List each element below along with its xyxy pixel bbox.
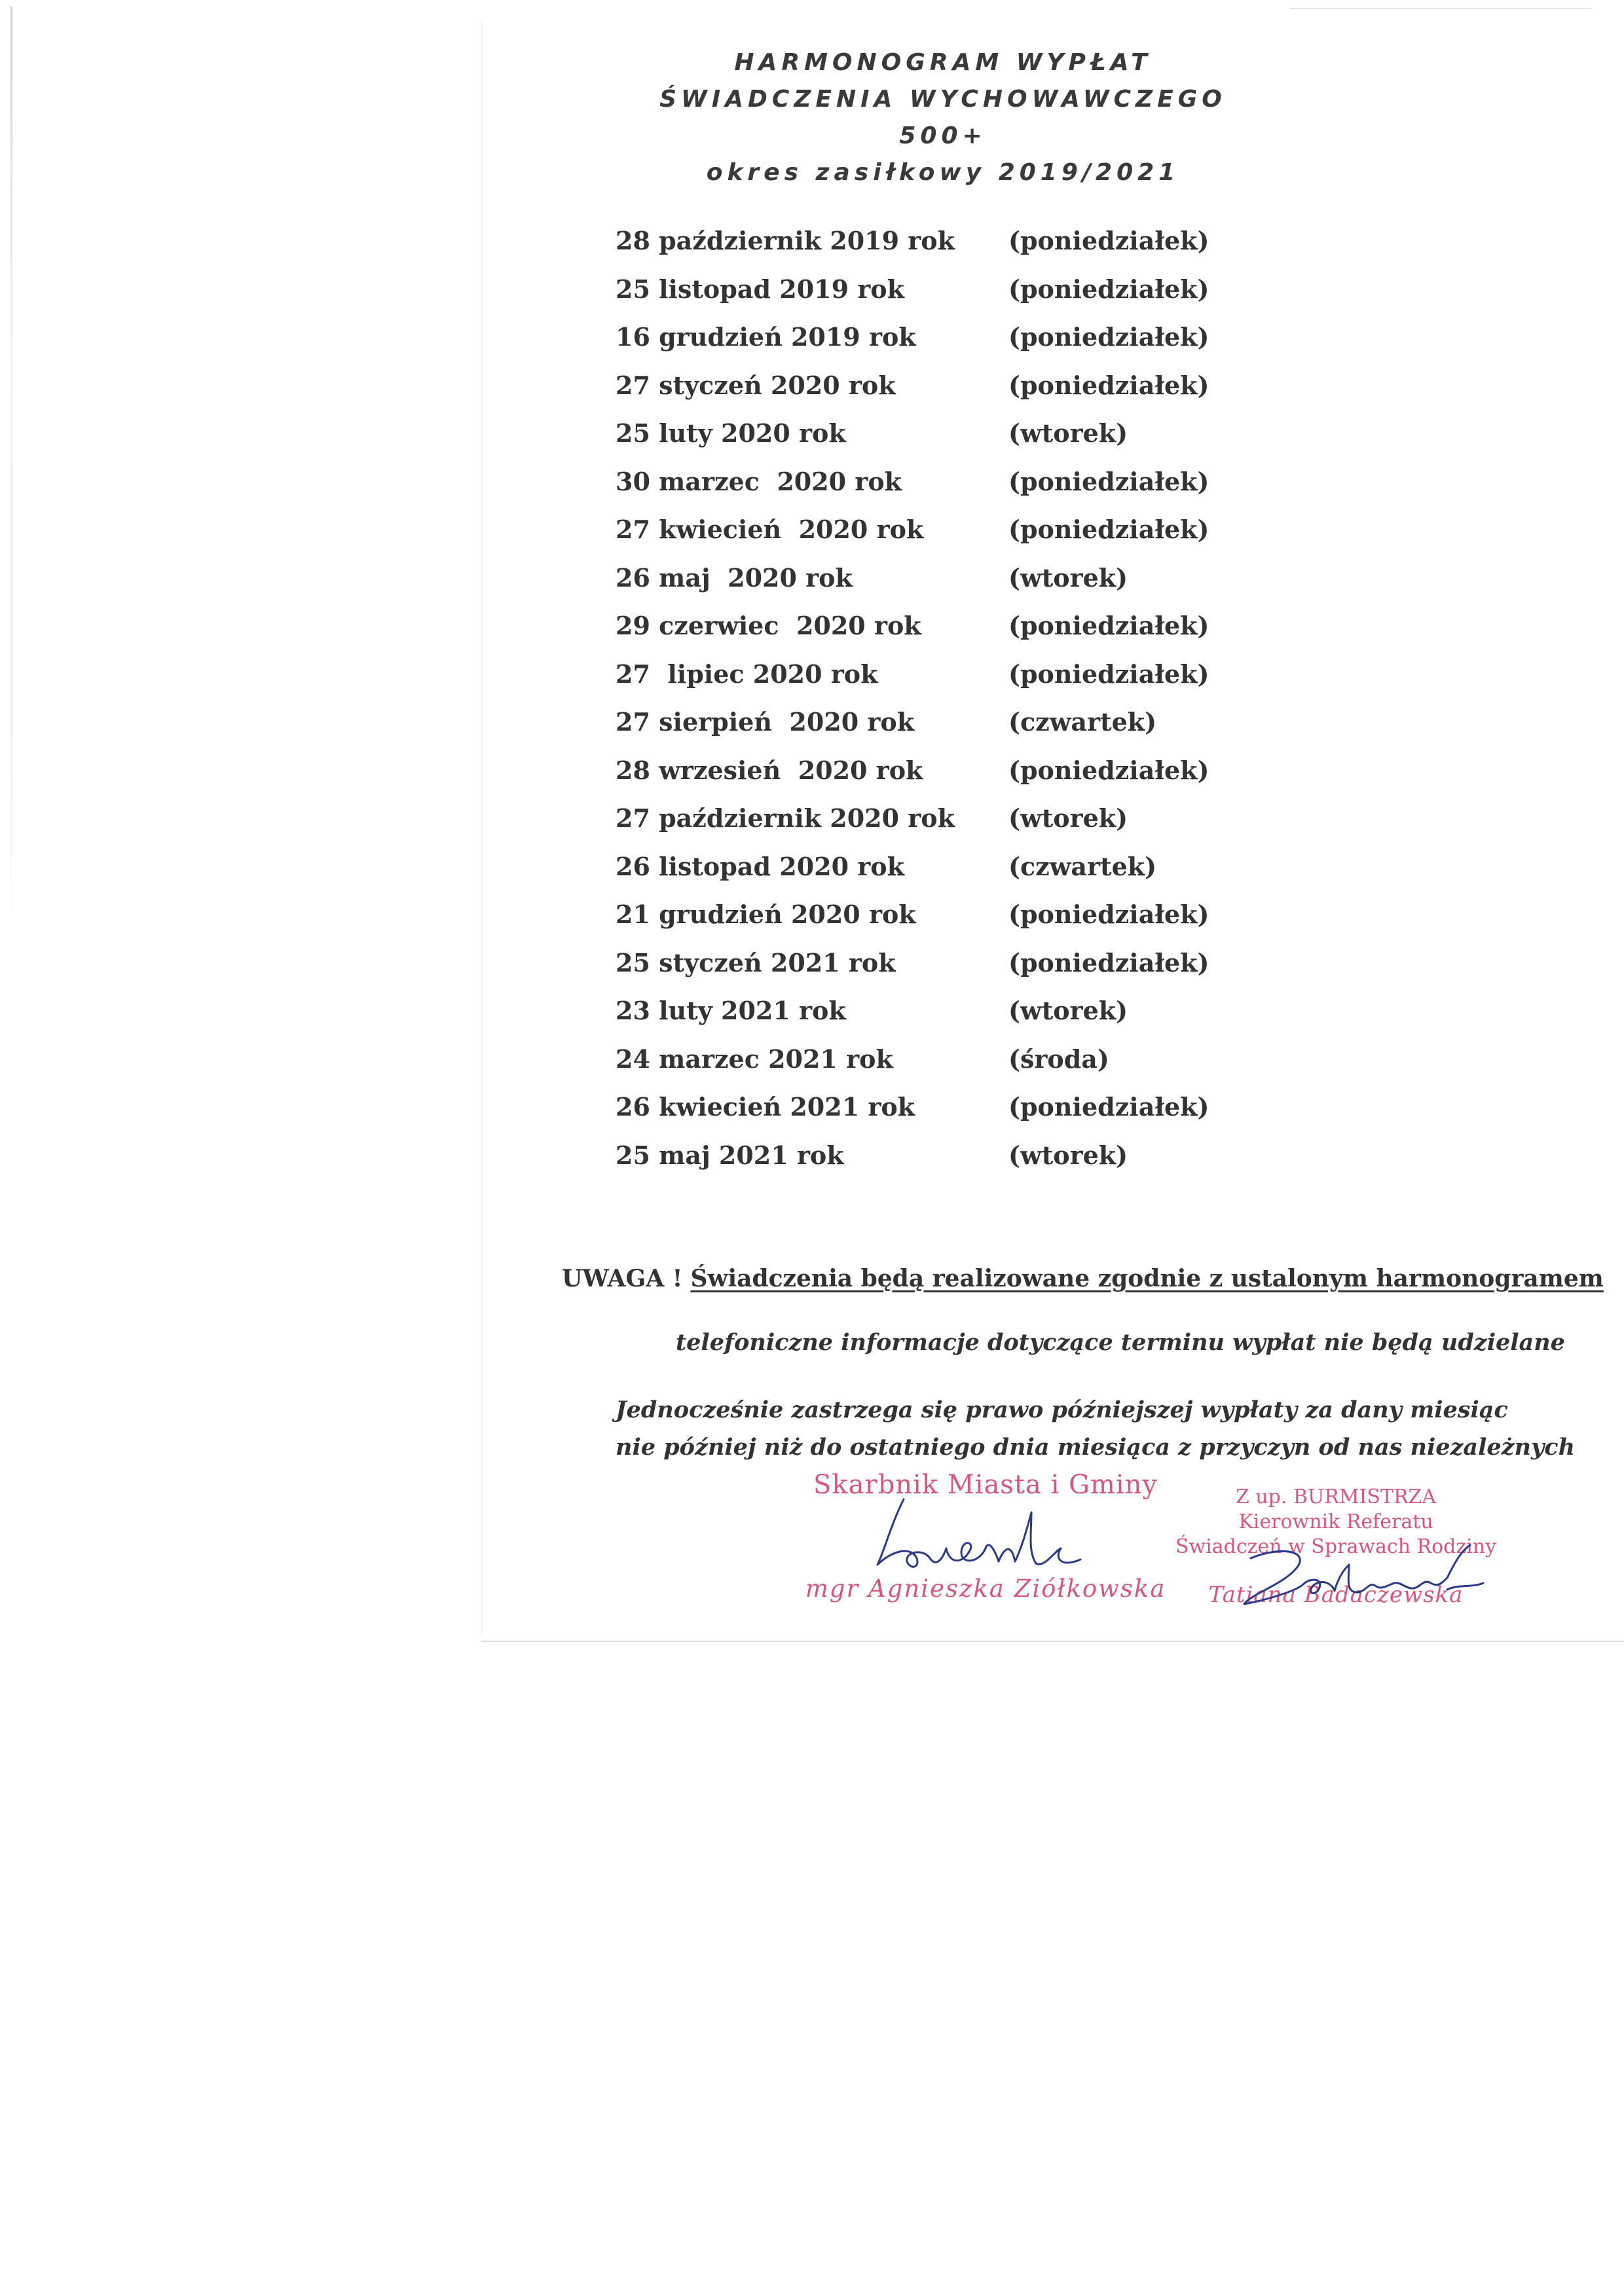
schedule-row — [616, 707, 1270, 756]
payment-weekday: (poniedziałek) — [1008, 226, 1209, 255]
title-line-2: ŚWIADCZENIA WYCHOWAWCZEGO — [659, 86, 1227, 113]
payment-weekday: (środa) — [1008, 1044, 1109, 1074]
payment-date: 16 grudzień 2019 rok — [616, 322, 916, 352]
schedule-row — [616, 756, 1270, 804]
schedule-row — [616, 226, 1270, 274]
payment-weekday: (poniedziałek) — [1008, 611, 1209, 640]
notice-text: Świadczenia będą realizowane zgodnie z ustalonym harmonogramem — [690, 1265, 1604, 1292]
payment-weekday: (poniedziałek) — [1008, 755, 1209, 785]
payment-weekday: (wtorek) — [1008, 803, 1128, 833]
reservation-line-1: Jednocześnie zastrzega się prawo późniejszej wypłaty za dany miesiąc — [616, 1396, 1508, 1423]
payment-date: 30 marzec 2020 rok — [616, 466, 902, 496]
schedule-row — [616, 515, 1270, 563]
payment-date: 25 styczeń 2021 rok — [616, 947, 896, 977]
schedule-row — [616, 563, 1270, 611]
schedule-row — [616, 322, 1270, 371]
payment-weekday: (wtorek) — [1008, 418, 1128, 448]
payment-date: 29 czerwiec 2020 rok — [616, 611, 921, 640]
schedule-row — [616, 371, 1270, 419]
title-line-1: HARMONOGRAM WYPŁAT — [734, 49, 1152, 76]
schedule-row — [616, 948, 1270, 996]
notice-label: UWAGA ! — [562, 1265, 683, 1292]
payment-weekday: (poniedziałek) — [1008, 322, 1209, 352]
payment-weekday: (czwartek) — [1008, 851, 1157, 881]
treasurer-stamp-name: mgr Agnieszka Ziółkowska — [805, 1575, 1166, 1603]
payment-weekday: (wtorek) — [1008, 562, 1128, 592]
schedule-row — [616, 467, 1270, 515]
schedule-row — [616, 418, 1270, 467]
department-stamp-name: Tatiana Badaczewska — [1208, 1582, 1464, 1608]
treasurer-stamp-title: Skarbnik Miasta i Gminy — [813, 1470, 1158, 1500]
treasurer-signature — [864, 1486, 1100, 1578]
schedule-row — [616, 1044, 1270, 1093]
payment-weekday: (poniedziałek) — [1008, 900, 1209, 929]
payment-date: 21 grudzień 2020 rok — [616, 900, 916, 929]
schedule-row — [616, 900, 1270, 948]
notice — [562, 1265, 1604, 1292]
schedule-row — [616, 611, 1270, 659]
payment-weekday: (czwartek) — [1008, 707, 1157, 737]
payment-date: 25 listopad 2019 rok — [616, 274, 904, 304]
department-stamp-line-1: Z up. BURMISTRZA — [1235, 1485, 1437, 1508]
schedule-row — [616, 852, 1270, 900]
payment-date: 24 marzec 2021 rok — [616, 1044, 893, 1074]
schedule-row — [616, 1140, 1270, 1189]
payment-weekday: (poniedziałek) — [1008, 274, 1209, 304]
payment-date: 26 maj 2020 rok — [616, 562, 853, 592]
payment-date: 23 luty 2021 rok — [616, 996, 846, 1025]
document-title — [485, 45, 1401, 191]
schedule-row — [616, 659, 1270, 708]
payment-date: 27 sierpień 2020 rok — [616, 707, 915, 737]
payment-date: 25 luty 2020 rok — [616, 418, 846, 448]
schedule-row — [616, 1092, 1270, 1140]
payment-weekday: (poniedziałek) — [1008, 659, 1209, 689]
phone-info-notice: telefoniczne informacje dotyczące terminu wypłat nie będą udzielane — [676, 1329, 1565, 1356]
payment-weekday: (poniedziałek) — [1008, 466, 1209, 496]
payment-date: 27 kwiecień 2020 rok — [616, 515, 924, 544]
payment-weekday: (poniedziałek) — [1008, 370, 1209, 400]
payment-date: 25 maj 2021 rok — [616, 1140, 844, 1170]
payment-weekday: (poniedziałek) — [1008, 1092, 1209, 1121]
schedule-row — [616, 996, 1270, 1044]
scan-edge-page — [481, 20, 483, 1637]
payment-date: 27 październik 2020 rok — [616, 803, 955, 833]
title-line-3: 500+ — [899, 122, 987, 149]
payment-date: 27 styczeń 2020 rok — [616, 370, 896, 400]
payment-weekday: (wtorek) — [1008, 996, 1128, 1025]
scan-edge-left — [10, 7, 12, 910]
payment-date: 28 wrzesień 2020 rok — [616, 755, 923, 785]
payment-weekday: (poniedziałek) — [1008, 947, 1209, 977]
reservation-notice — [616, 1391, 1575, 1466]
payment-schedule — [616, 226, 1270, 1188]
schedule-row — [616, 803, 1270, 852]
department-stamp-line-3: Świadczeń w Sprawach Rodziny — [1175, 1535, 1497, 1558]
scan-edge-top — [1290, 8, 1591, 9]
payment-date: 27 lipiec 2020 rok — [616, 659, 878, 689]
scan-edge-bottom — [481, 1641, 1624, 1642]
payment-weekday: (poniedziałek) — [1008, 515, 1209, 544]
payment-weekday: (wtorek) — [1008, 1140, 1128, 1170]
schedule-row — [616, 274, 1270, 323]
payment-date: 26 kwiecień 2021 rok — [616, 1092, 915, 1121]
title-line-4: okres zasiłkowy 2019/2021 — [706, 159, 1180, 186]
department-stamp-line-2: Kierownik Referatu — [1238, 1510, 1433, 1533]
department-head-signature — [1225, 1539, 1500, 1617]
reservation-line-2: nie później niż do ostatniego dnia miesiąca z przyczyn od nas niezależnych — [616, 1434, 1576, 1461]
payment-date: 28 październik 2019 rok — [616, 226, 955, 255]
payment-date: 26 listopad 2020 rok — [616, 851, 904, 881]
